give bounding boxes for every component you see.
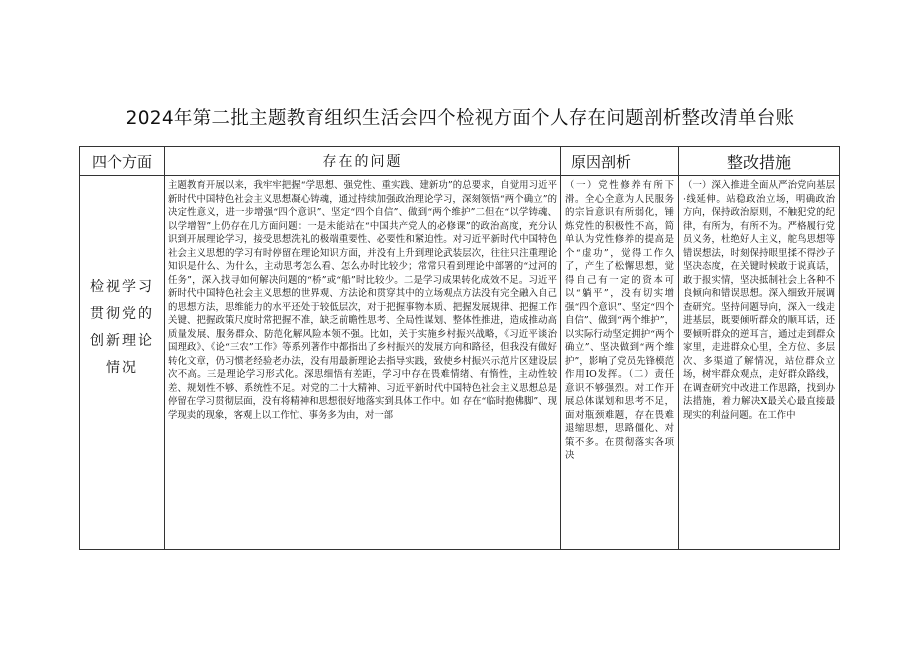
table-header-row <box>80 147 840 176</box>
causes-cell <box>561 176 679 550</box>
table-row <box>80 176 840 550</box>
header-measures: 整改措施 <box>679 147 840 176</box>
aspect-label: 检视学习贯彻党的创新理论情况 <box>90 279 154 376</box>
measures-cell <box>679 176 840 550</box>
problems-text: 主题教育开展以来，我牢牢把握“学思想、强党性、重实践、建新功”的总要求，自觉用习近平新时代中国特色社会主义思想凝心铸魂，通过持续加强政治理论学习，深刻领悟“两个确立”的决定性意义，进一步增强“四个意识”、坚定“四个自信”、做到“两个维护”二但在“以学铸魂、以学增智”上仍存在几方面问题：一是未能站在“中国共产党人的必修课”的政治高度，充分认识到开展理论学习，接受思想洗礼的极端重要性、必要性和紧迫性。对习近平新时代中国特色社会主义思想的学习有时停留在理论知识方面，并没有上升到理论武装层次，往往只注重理论知识是什么、为什么，主动思考怎么看、怎么办时比较少；常常只看到理论中部署的“过河的任务”，深入找寻如何解决问题的“桥”或“船”时比较少。二是学习成果转化成效不足。习近平新时代中国特色社会主义思想的世界观、方法论和贯穿其中的立场观点方法没有完全融入自己的思想方法，思维能力的水平还处于较低层次，对于把握事物本质、把握发展规律、把握工作关键、把握政策尺度时常把握不准，缺乏前瞻性思考、全局性谋划、整体性推进，造成推动高质量发展、服务群众、防范化解风险本领不强。比如，关于实施乡村振兴战略，《习近平谈治国理政》、《论“三农”工作》等系列著作中都指出了乡村振兴的发展方向和路径，但我没有做好转化文章，仍习惯老经验老办法，没有用最新理论去指导实践，致使乡村振兴示范片区建设层次不高。三是理论学习形式化。深思细悟有差距，学习中存在畏难情绪、有惰性，主动性较差、规划性不够、系统性不足。对党的二十大精神、习近平新时代中国特色社会主义思想总是停留在学习贯彻层面，没有将精神和思想很好地落实到具体工作中。如 存在“临时抱佛脚”、现学现卖的现象，客观上以工作忙、事务多为由，对一部 <box>168 180 557 421</box>
problems-cell <box>165 176 561 550</box>
aspect-cell <box>80 176 165 550</box>
measures-text: （一）深入推进全面从严治党向基层·线延伸。站稳政治立场，明确政治方向，保持政治原则，不触犯党的纪律，有所为，有所不为。严格履行党员义务，杜绝好人主义，舵鸟思想等错误想法，时刻保持眼里揉不得沙子坚决态度，在关键时候敢于说真话，敢于报实情，坚决抵制社会上各种不良倾向和错误思想。深入细致开展调查研究。坚持问题导向，深入一线走进基层，既要倾听群众的顺耳话，还要倾听群众的逆耳言，通过走到群众家里，走进群众心里，全方位、多层次、多渠道了解情况，站位群众立场，树牢群众观点，走好群众路线，在调查研究中改进工作思路，找到办法措施，着力解决X最关心最直接最现实的利益问题。在工作中 <box>683 180 835 421</box>
page-title: 2024年第二批主题教育组织生活会四个检视方面个人存在问题剖析整改清单台账 <box>125 108 795 129</box>
causes-text: （一）党性修养有所下滑。全心全意为人民服务的宗旨意识有所弱化，锤炼党性的积极性不高，简单认为党性修养的提高是个“虚功”，觉得工作久了，产生了松懈思想，觉得自己有一定的资本可以“躺平”，没有切实增强“四个意识”、坚定“四个自信”、做到“两个维护”，以实际行动坚定拥护“两个确立”、坚决做到“两个维护”，影响了党员先锋模范作用IO发挥。（二）责任意识不够强烈。对工作开展总体谋划和思考不足，面对瓶颈难题，存在畏难退缩思想，思路僵化、对策不多。在贯彻落实各项决 <box>565 180 674 461</box>
rectification-ledger-table <box>79 146 840 550</box>
header-causes: 原因剖析 <box>561 147 679 176</box>
header-problems: 存在的问题 <box>165 147 561 176</box>
header-aspect: 四个方面 <box>80 147 165 176</box>
